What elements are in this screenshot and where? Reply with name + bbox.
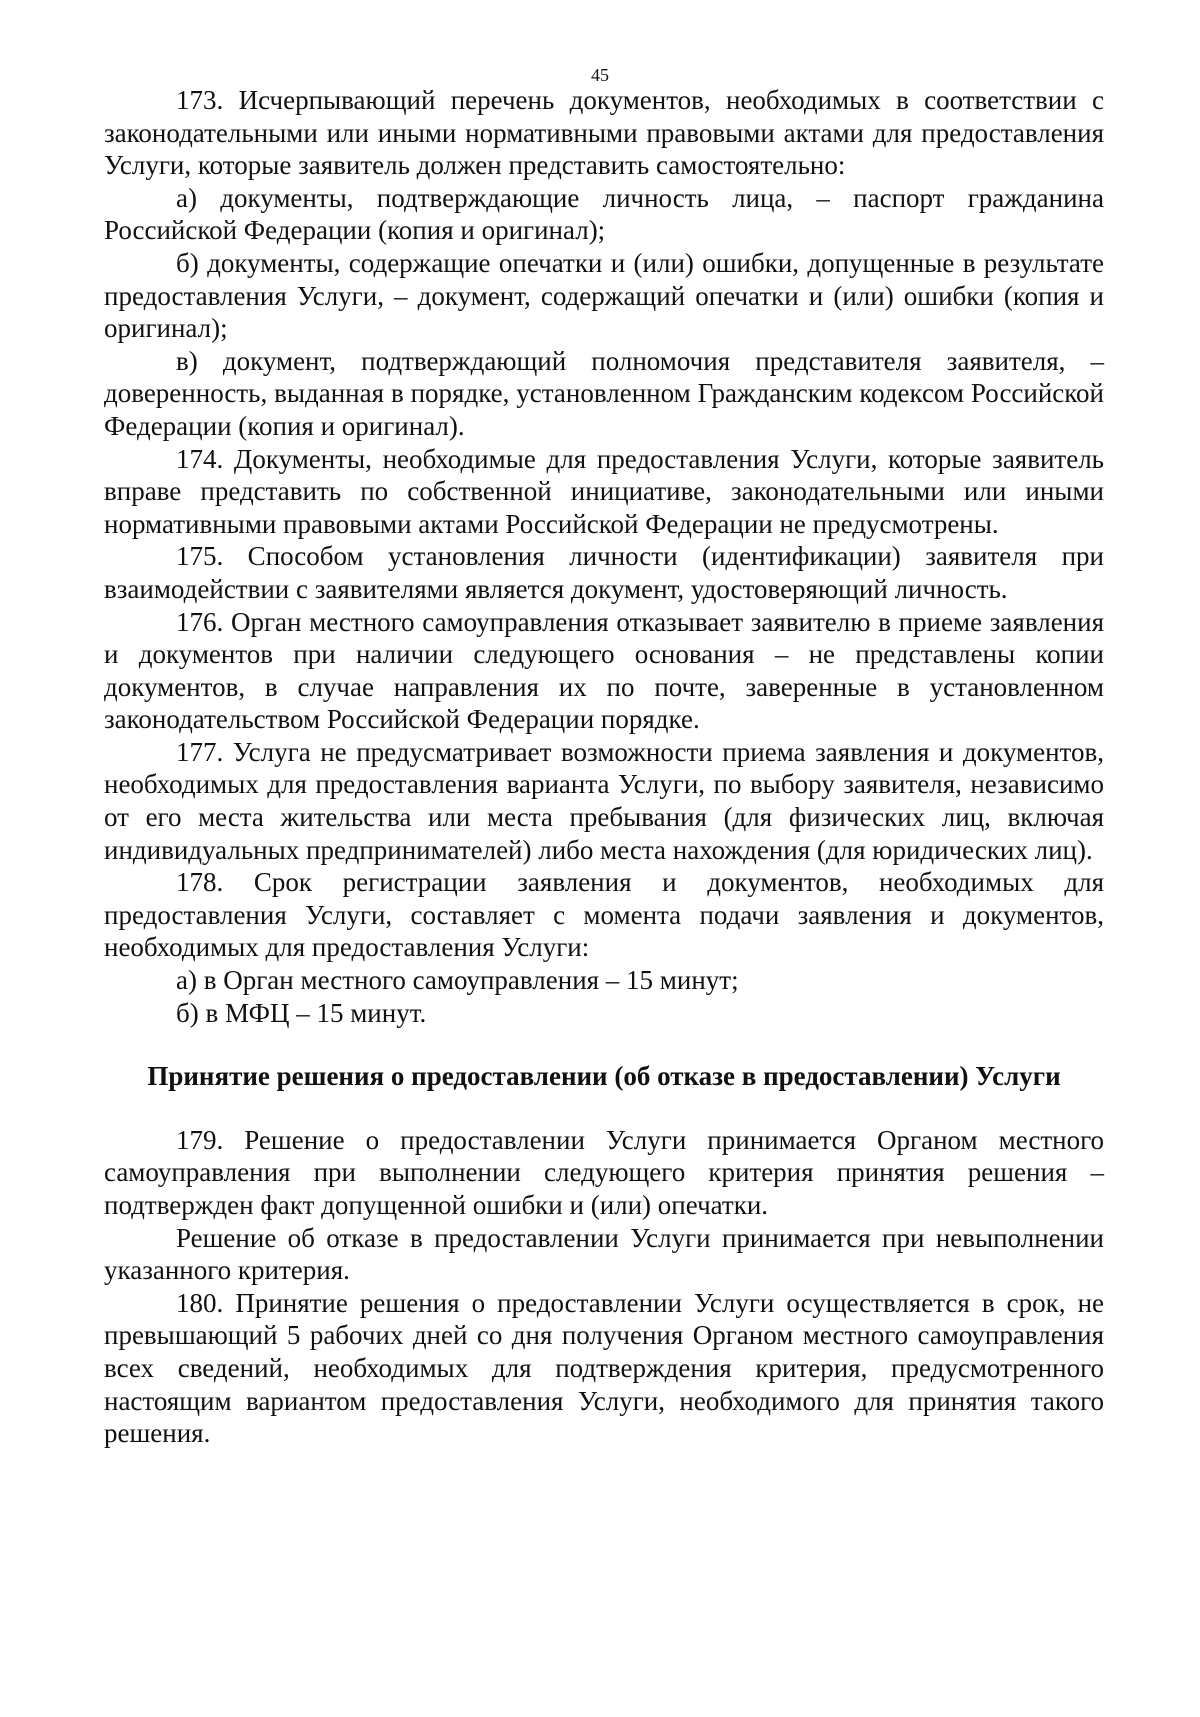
paragraph-176: 176. Орган местного самоуправления отказывает заявителю в приеме заявления и документов при наличии следующего основания – не представлены копии документов, в случае направления их по почте, заверенные в установленном законодательством Российской Федерации порядке. <box>104 606 1104 735</box>
paragraph-179-refusal: Решение об отказе в предоставлении Услуги принимается при невыполнении указанного критерия. <box>104 1222 1104 1286</box>
paragraph-173-item-a: а) документы, подтверждающие личность лица, – паспорт гражданина Российской Федерации (копия и оригинал); <box>104 182 1104 246</box>
paragraph-180: 180. Принятие решения о предоставлении Услуги осуществляется в срок, не превышающий 5 рабочих дней со дня получения Органом местного самоуправления всех сведений, необходимых для подтверждения критерия, предусмотренного настоящим вариантом предоставления Услуги, необходимого для принятия такого решения. <box>104 1287 1104 1449</box>
paragraph-173-item-b: б) документы, содержащие опечатки и (или) ошибки, допущенные в результате предоставления Услуги, – документ, содержащий опечатки и (или) ошибки (копия и оригинал); <box>104 247 1104 344</box>
paragraph-178-item-b: б) в МФЦ – 15 минут. <box>176 997 427 1028</box>
document-body <box>104 84 1104 1450</box>
paragraph-177: 177. Услуга не предусматривает возможности приема заявления и документов, необходимых для предоставления варианта Услуги, по выбору заявителя, независимо от его места жительства или места пребывания (для физических лиц, включая индивидуальных предпринимателей) либо места нахождения (для юридических лиц). <box>104 736 1104 865</box>
paragraph-173: 173. Исчерпывающий перечень документов, необходимых в соответствии с законодательными или иными нормативными правовыми актами для предоставления Услуги, которые заявитель должен представить самостоятельно: <box>104 85 1104 181</box>
paragraph-179: 179. Решение о предоставлении Услуги принимается Органом местного самоуправления при выполнении следующего критерия принятия решения – подтвержден факт допущенной ошибки и (или) опечатки. <box>104 1124 1104 1220</box>
paragraph-178: 178. Срок регистрации заявления и документов, необходимых для предоставления Услуги, составляет с момента подачи заявления и документов, необходимых для предоставления Услуги: <box>104 867 1104 963</box>
section-heading: Принятие решения о предоставлении (об отказе в предоставлении) Услуги <box>147 1061 1061 1092</box>
paragraph-178-item-a: а) в Орган местного самоуправления – 15 минут; <box>176 965 739 996</box>
paragraph-174: 174. Документы, необходимые для предоставления Услуги, которые заявитель вправе представить по собственной инициативе, законодательными или иными нормативными правовыми актами Российской Федерации не предусмотрены. <box>104 443 1104 539</box>
paragraph-173-item-c: в) документ, подтверждающий полномочия представителя заявителя, – доверенность, выданная в порядке, установленном Гражданским кодексом Российской Федерации (копия и оригинал). <box>104 345 1104 441</box>
paragraph-175: 175. Способом установления личности (идентификации) заявителя при взаимодействии с заявителями является документ, удостоверяющий личность. <box>104 541 1104 604</box>
page-number: 45 <box>591 65 609 85</box>
